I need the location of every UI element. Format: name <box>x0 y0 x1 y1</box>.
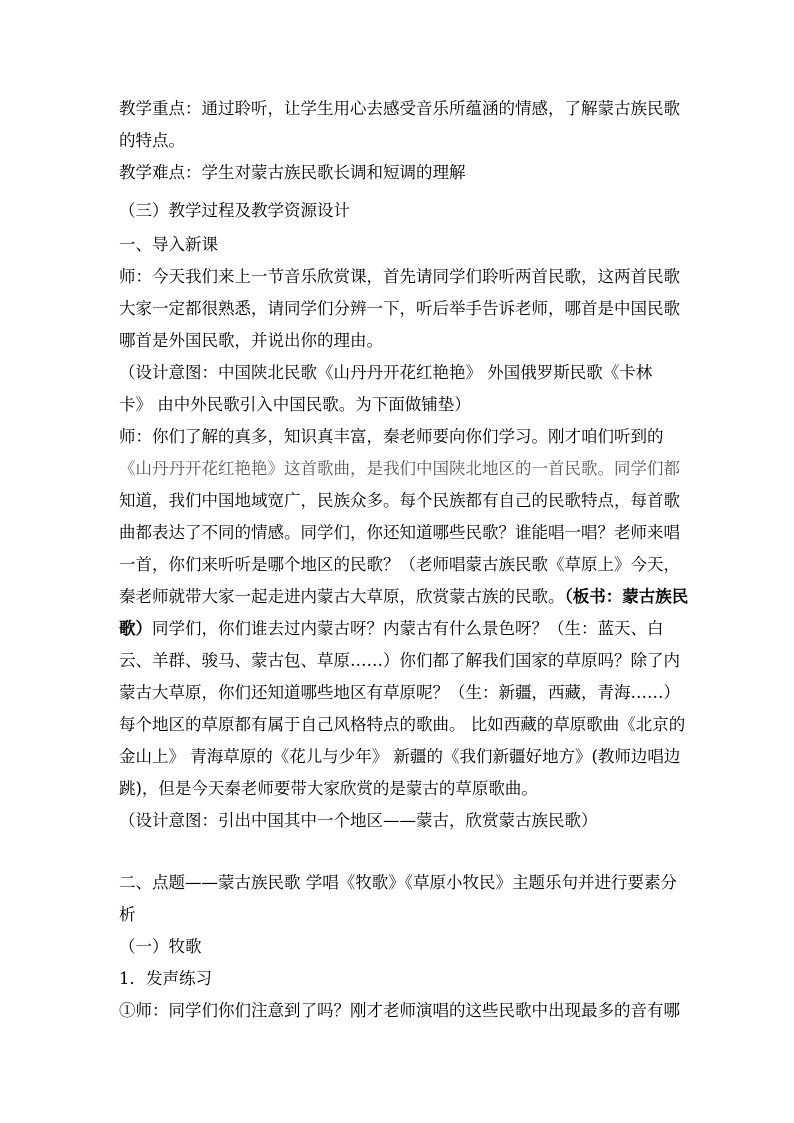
text-line: 一首，你们来听听是哪个地区的民歌？（老师唱蒙古族民歌《草原上》今天， <box>119 555 680 574</box>
section-heading: 二、点题——蒙古族民歌 学唱《牧歌》《草原小牧民》主题乐句并进行要素分 <box>119 873 677 892</box>
text-line: 教学难点：学生对蒙古族民歌长调和短调的理解 <box>119 163 466 182</box>
text-line: 跳)，但是今天秦老师要带大家欣赏的是蒙古的草原歌曲。 <box>119 779 538 798</box>
section-heading: （三）教学过程及教学资源设计 <box>119 201 350 220</box>
text-line: 云、羊群、骏马、蒙古包、草原……）你们都了解我们国家的草原吗？除了内 <box>119 651 680 670</box>
text-line: 知道，我们中国地域宽广，民族众多。每个民族都有自己的民歌特点，每首歌 <box>119 491 680 510</box>
text-line: 金山上》 青海草原的《花儿与少年》 新疆的《我们新疆好地方》(教师边唱边 <box>119 747 681 766</box>
text-line <box>119 585 688 609</box>
text-line: 曲都表达了不同的情感。同学们，你还知道哪些民歌？谁能唱一唱？老师来唱 <box>119 523 680 542</box>
text-line: 教学重点：通过聆听，让学生用心去感受音乐所蕴涵的情感，了解蒙古族民歌 <box>119 99 680 118</box>
text-line: 师：你们了解的真多，知识真丰富，秦老师要向你们学习。刚才咱们听到的 <box>119 427 664 446</box>
text-line: 的特点。 <box>119 131 185 150</box>
text-line: 大家一定都很熟悉，请同学们分辨一下，听后举手告诉老师，哪首是中国民歌 <box>119 299 680 318</box>
section-heading: 一、导入新课 <box>119 235 218 254</box>
text-line: ①师：同学们你们注意到了吗？刚才老师演唱的这些民歌中出现最多的音有哪 <box>119 1001 680 1020</box>
subsection-heading: 1．发声练习 <box>119 969 212 988</box>
text-segment: 秦老师就带大家一起走进内蒙古大草原，欣赏蒙古族的民歌。 <box>119 587 565 606</box>
text-line <box>119 617 664 641</box>
design-intent-note: （设计意图：中国陕北民歌《山丹丹开花红艳艳》 外国俄罗斯民歌《卡林 <box>119 363 653 382</box>
design-intent-note: 卡》 由中外民歌引入中国民歌。为下面做铺垫） <box>119 395 471 414</box>
text-line: 《山丹丹开花红艳艳》这首歌曲，是我们中国陕北地区的一首民歌。同学们都 <box>119 459 680 478</box>
text-line: 蒙古大草原，你们还知道哪些地区有草原呢？（生：新疆，西藏，青海……） <box>119 683 680 702</box>
blackboard-note: 歌） <box>119 619 152 638</box>
blackboard-note: （板书：蒙古族民 <box>564 587 689 606</box>
subsection-heading: （一）牧歌 <box>119 937 202 956</box>
design-intent-note: （设计意图：引出中国其中一个地区——蒙古，欣赏蒙古族民歌） <box>119 811 598 830</box>
section-heading: 析 <box>119 905 136 924</box>
text-line: 哪首是外国民歌，并说出你的理由。 <box>119 331 383 350</box>
text-segment: 同学们，你们谁去过内蒙古呀？内蒙古有什么景色呀？（生：蓝天、白 <box>152 619 664 638</box>
text-line: 师：今天我们来上一节音乐欣赏课，首先请同学们聆听两首民歌，这两首民歌 <box>119 267 680 286</box>
text-line: 每个地区的草原都有属于自己风格特点的歌曲。 比如西藏的草原歌曲《北京的 <box>119 715 686 734</box>
